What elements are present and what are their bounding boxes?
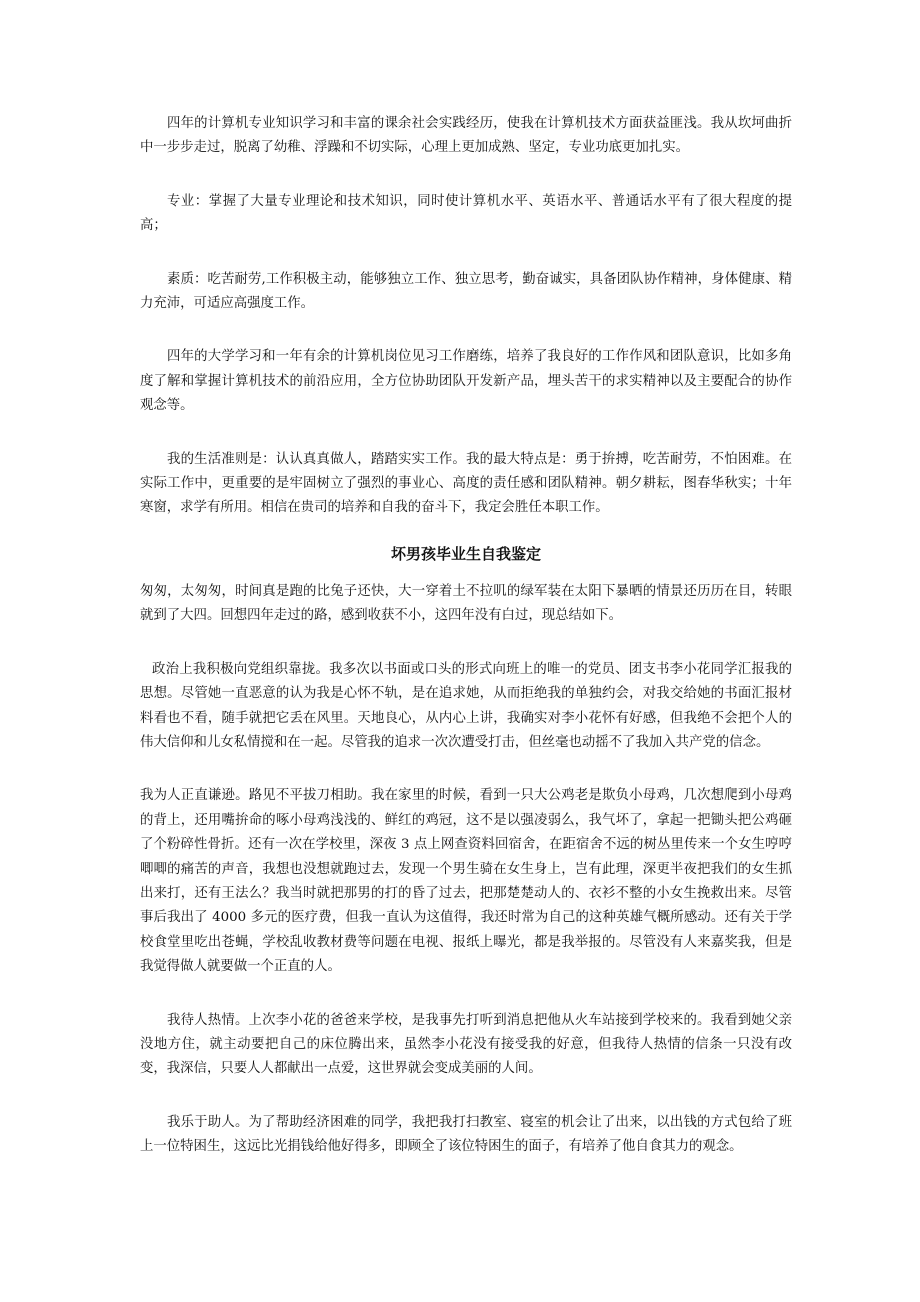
paragraph-study-experience: 四年的计算机专业知识学习和丰富的课余社会实践经历，使我在计算机技术方面获益匪浅。我从坎坷曲折中一步步走过，脱离了幼稚、浮躁和不切实际，心理上更加成熟、坚定，专业功底更加扎实。 — [140, 116, 792, 156]
paragraph-quality: 素质：吃苦耐劳,工作积极主动，能够独立工作、独立思考，勤奋诚实，具备团队协作精神，身体健康、精力充沛，可适应高强度工作。 — [140, 271, 792, 312]
paragraph-integrity: 我为人正直谦逊。路见不平拔刀相助。我在家里的时候，看到一只大公鸡老是欺负小母鸡，几次想爬到小母鸡的背上，还用嘴拚命的啄小母鸡浅浅的、鲜红的鸡冠，这不是以强凌弱么，我气坏了，拿起一把锄头把公鸡砸了个粉碎性骨折。还有一次在学校里，深夜 3 点上网查资料回宿舍，在距宿舍不远的树丛里传来一个女生哼哼唧唧的痛苦的声音，我想也没想就跑过去，发现一个男生骑在女生身上，岂有此理，深更半夜把我们的女生抓出来打，还有王法么？我当时就把那男的打的昏了过去，把那楚楚动人的、衣衫不整的小女生挽救出来。尽管事后我出了 4000 多元的医疗费，但我一直认为这值得，我还时常为自己的这种英雄气概所感动。还有关于学校食堂里吃出苍蝇，学校乱收教材费等问题在电视、报纸上曝光，都是我举报的。尽管没有人来嘉奖我，但是我觉得做人就要做一个正直的人。 — [140, 788, 792, 975]
paragraph-professional: 专业：掌握了大量专业理论和技术知识，同时使计算机水平、英语水平、普通话水平有了很大程度的提高； — [140, 193, 792, 234]
paragraph-helpfulness: 我乐于助人。为了帮助经济困难的同学，我把我打扫教室、寝室的机会让了出来，以出钱的方式包给了班上一位特困生，这远比光捐钱给他好得多，即顾全了该位特困生的面子，有培养了他自食其力的观念。 — [140, 1114, 792, 1155]
paragraph-work-training: 四年的大学学习和一年有余的计算机岗位见习工作磨练，培养了我良好的工作作风和团队意识，比如多角度了解和掌握计算机技术的前沿应用，全方位协助团队开发新产品，埋头苦干的求实精神以及主要配合的协作观念等。 — [140, 349, 792, 414]
paragraph-politics: 政治上我积极向党组织靠拢。我多次以书面或口头的形式向班上的唯一的党员、团支书李小花同学汇报我的思想。尽管她一直恶意的认为我是心怀不轨，是在追求她，从而拒绝我的单独约会，对我交给她的书面汇报材料看也不看，随手就把它丢在风里。天地良心，从内心上讲，我确实对李小花怀有好感，但我绝不会把个人的伟大信仰和儿女私情搅和在一起。尽管我的追求一次次遭受打击，但丝毫也动摇不了我加入共产党的信念。 — [140, 661, 792, 750]
paragraph-life-principle: 我的生活准则是：认认真真做人，踏踏实实工作。我的最大特点是：勇于拚搏，吃苦耐劳，不怕困难。在实际工作中，更重要的是牢固树立了强烈的事业心、高度的责任感和团队精神。朝夕耕耘，图春华秋实；十年寒窗，求学有所用。相信在贵司的培养和自我的奋斗下，我定会胜任本职工作。 — [140, 451, 792, 516]
paragraph-intro: 匆匆，太匆匆，时间真是跑的比兔子还快，大一穿着土不拉叽的绿军装在太阳下暴晒的情景还历历在目，转眼就到了大四。回想四年走过的路，感到收获不小，这四年没有白过，现总结如下。 — [140, 583, 792, 624]
paragraph-hospitality: 我待人热情。上次李小花的爸爸来学校，是我事先打听到消息把他从火车站接到学校来的。我看到她父亲没地方住，就主动要把自己的床位腾出来，虽然李小花没有接受我的好意，但我待人热情的信条一只没有改变，我深信，只要人人都献出一点爱，这世界就会变成美丽的人间。 — [140, 1012, 792, 1077]
section-title: 坏男孩毕业生自我鉴定 — [390, 544, 541, 563]
document-page — [140, 112, 792, 1189]
